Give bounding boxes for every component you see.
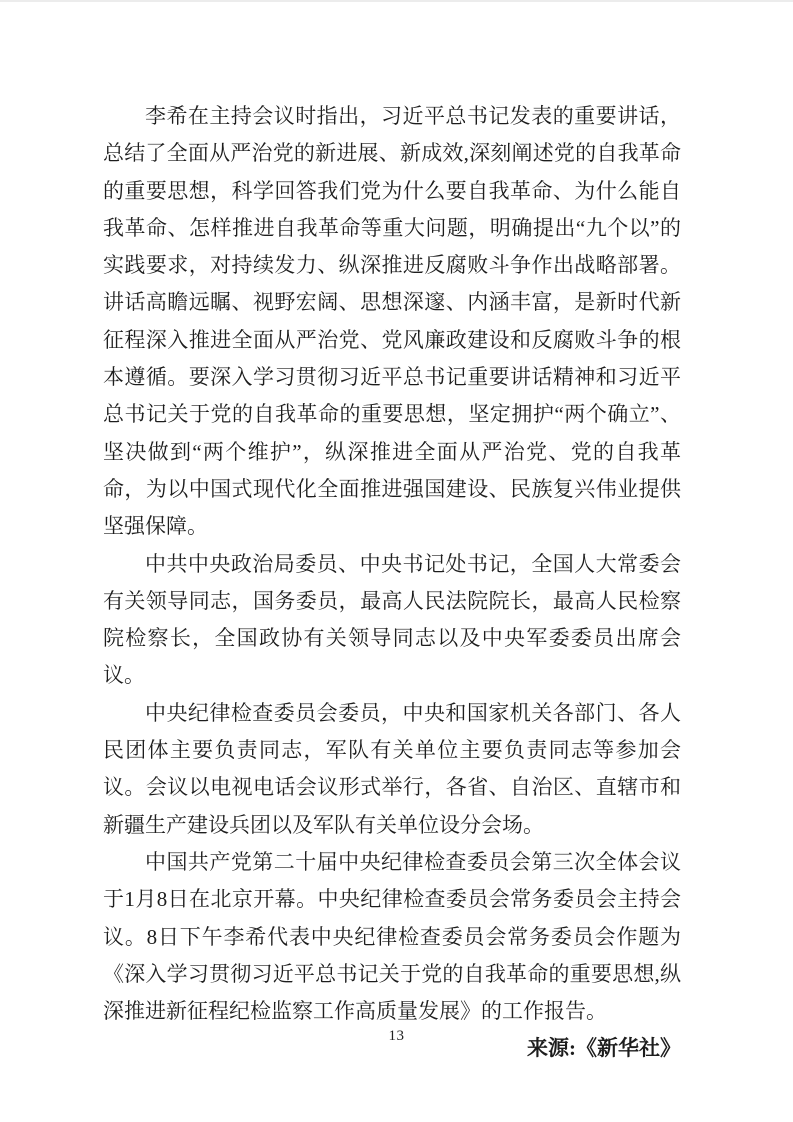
paragraph-4: 中国共产党第二十届中央纪律检查委员会第三次全体会议于1月8日在北京开幕。中央纪律检查委员会常务委员会主持会议。8日下午李希代表中央纪律检查委员会常务委员会作题为《深入学习贯彻习近平总书记关于党的自我革命的重要思想,纵深推进新征程纪检监察工作高质量发展》的工作报告。	[103, 849, 681, 1024]
body-text	[103, 98, 681, 1068]
paragraph-1: 李希在主持会议时指出，习近平总书记发表的重要讲话，总结了全面从严治党的新进展、新成效,深刻阐述党的自我革命的重要思想，科学回答我们党为什么要自我革命、为什么能自我革命、怎样推进自我革命等重大问题，明确提出“九个以”的实践要求，对持续发力、纵深推进反腐败斗争作出战略部署。讲话高瞻远瞩、视野宏阔、思想深邃、内涵丰富，是新时代新征程深入推进全面从严治党、党风廉政建设和反腐败斗争的根本遵循。要深入学习贯彻习近平总书记重要讲话精神和习近平总书记关于党的自我革命的重要思想，坚定拥护“两个确立”、坚决做到“两个维护”，纵深推进全面从严治党、党的自我革命，为以中国式现代化全面推进强国建设、民族复兴伟业提供坚强保障。	[103, 104, 681, 539]
paragraph-2: 中共中央政治局委员、中央书记处书记，全国人大常委会有关领导同志，国务委员，最高人民法院院长，最高人民检察院检察长，全国政协有关领导同志以及中央军委委员出席会议。	[103, 551, 681, 688]
paragraph-3: 中央纪律检查委员会委员，中央和国家机关各部门、各人民团体主要负责同志，军队有关单位主要负责同志等参加会议。会议以电视电话会议形式举行，各省、自治区、直辖市和新疆生产建设兵团以及军队有关单位设分会场。	[103, 700, 681, 837]
source-attribution: 来源:《新华社》	[527, 1036, 681, 1061]
page-number: 13	[388, 1028, 405, 1044]
